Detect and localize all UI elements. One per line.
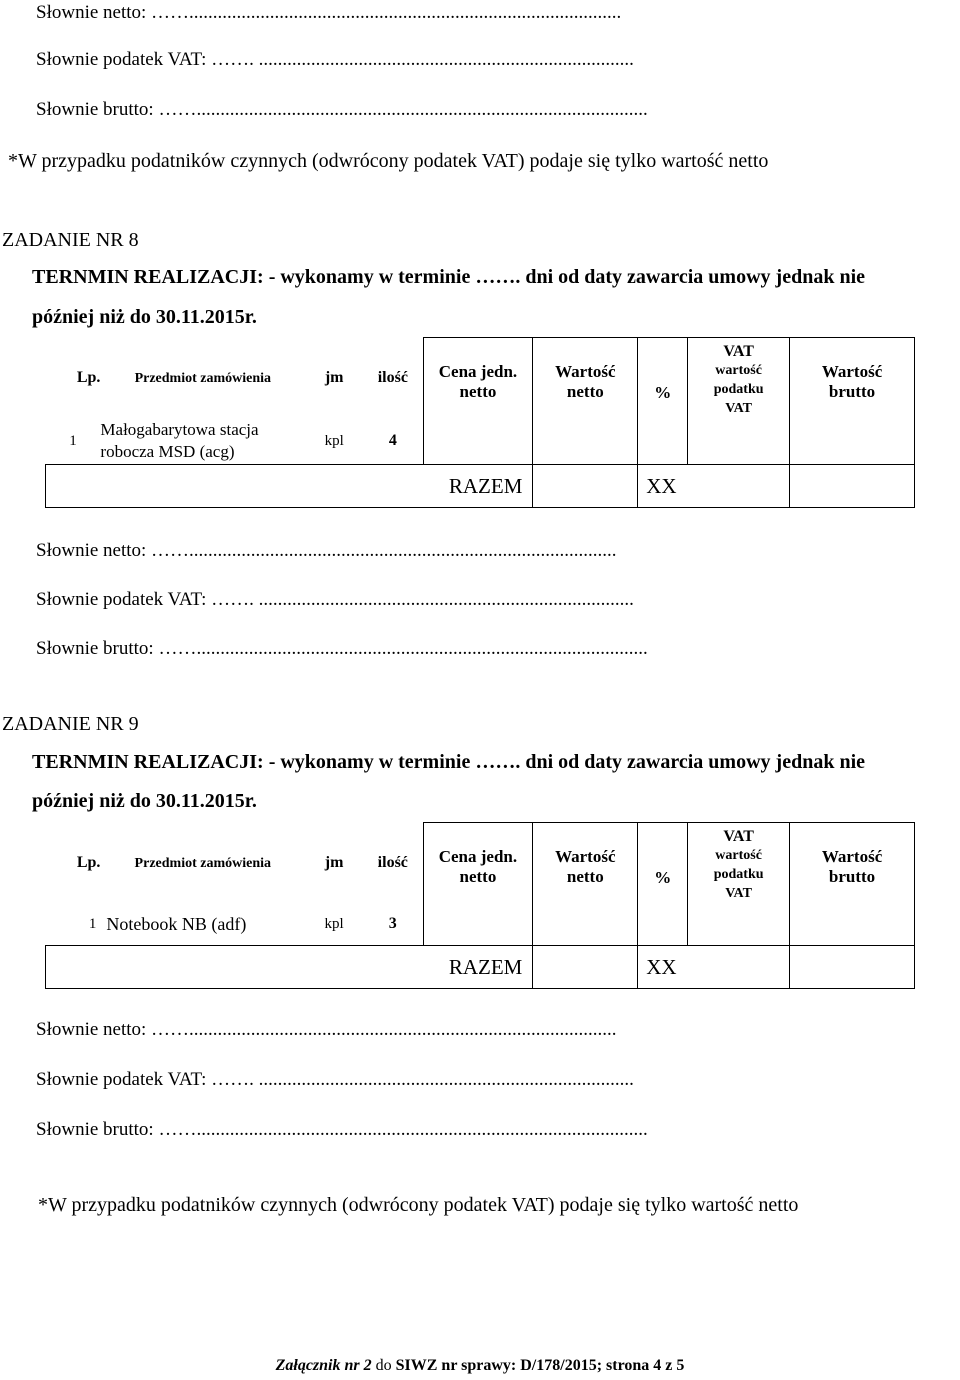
header-wartosc-netto: Wartość netto — [533, 338, 638, 465]
page-footer — [0, 1357, 960, 1375]
header-procent: % — [638, 823, 688, 946]
zadanie-9-slownie-brutto: Słownie brutto: ……............................................................................................... — [36, 1119, 648, 1140]
zadanie-9-slownie-vat: Słownie podatek VAT: ……. ............................................................................... — [36, 1069, 634, 1090]
footer-do: do — [375, 1357, 392, 1374]
zadanie-8-term-line1: TERNMIN REALIZACJI: - wykonamy w terminie ……. dni od daty zawarcia umowy jednak nie — [32, 266, 865, 288]
zadanie-8-slownie-vat: Słownie podatek VAT: ……. ............................................................................... — [36, 589, 634, 610]
zadanie-9-slownie-netto: Słownie netto: …….......................................................................................... — [36, 1019, 617, 1040]
header-lp: Lp. — [76, 854, 101, 871]
razem-netto-cell — [533, 465, 638, 508]
header-procent: % — [638, 338, 688, 465]
razem-brutto-cell — [790, 946, 915, 989]
row-lp: 1 — [69, 432, 77, 449]
zadanie-9-term-line2: później niż do 30.11.2015r. — [32, 790, 257, 812]
header-vat: VAT wartość podatku VAT — [688, 338, 790, 465]
xx-cell: XX — [638, 946, 790, 989]
zadanie-8-slownie-netto: Słownie netto: …….......................................................................................... — [36, 540, 617, 561]
header-ilosc: ilość — [377, 369, 408, 386]
header-przedmiot: Przedmiot zamówienia — [134, 855, 272, 871]
vat-note-bottom: *W przypadku podatników czynnych (odwrócony podatek VAT) podaje się tylko wartość netto — [38, 1194, 799, 1216]
header-vat: VAT wartość podatku VAT — [688, 823, 790, 946]
header-przedmiot: Przedmiot zamówienia — [134, 370, 272, 386]
zadanie-9-title: ZADANIE NR 9 — [2, 713, 139, 735]
zadanie-8-slownie-brutto: Słownie brutto: ……............................................................................................... — [36, 638, 648, 659]
razem-netto-cell — [533, 946, 638, 989]
footer-zalacznik: Załącznik nr 2 — [275, 1357, 372, 1374]
razem-brutto-cell — [790, 465, 915, 508]
header-ilosc: ilość — [377, 854, 408, 871]
row-qty: 4 — [388, 432, 397, 450]
row-item: Notebook NB (adf) — [106, 913, 247, 934]
row-lp: 1 — [88, 915, 97, 932]
header-cena: Cena jedn. netto — [423, 338, 533, 465]
zadanie-8-term-line2: później niż do 30.11.2015r. — [32, 306, 257, 328]
xx-cell: XX — [638, 465, 790, 508]
header-wartosc-netto: Wartość netto — [533, 823, 638, 946]
header-cena: Cena jedn. netto — [423, 823, 533, 946]
razem-cell: RAZEM — [46, 946, 533, 989]
razem-cell: RAZEM — [46, 465, 533, 508]
header-wartosc-brutto: Wartość brutto — [790, 338, 915, 465]
row-qty: 3 — [388, 915, 397, 933]
vat-note-top: *W przypadku podatników czynnych (odwrócony podatek VAT) podaje się tylko wartość netto — [8, 150, 769, 172]
zadanie-8-title: ZADANIE NR 8 — [2, 229, 139, 251]
row-jm: kpl — [324, 432, 344, 449]
zadanie-9-term-line1: TERNMIN REALIZACJI: - wykonamy w terminie ……. dni od daty zawarcia umowy jednak nie — [32, 751, 865, 773]
header-wartosc-brutto: Wartość brutto — [790, 823, 915, 946]
header-lp: Lp. — [76, 369, 101, 386]
zadanie-9-table — [45, 822, 915, 989]
slownie-brutto-top: Słownie brutto: ……............................................................................................... — [36, 99, 648, 120]
row-item: Małogabarytowa stacja robocza MSD (acg) — [100, 420, 259, 462]
header-jm: jm — [324, 854, 344, 871]
slownie-netto-top: Słownie netto: ……........................................................................................... — [36, 2, 622, 23]
header-jm: jm — [324, 369, 344, 386]
footer-rest: SIWZ nr sprawy: D/178/2015; strona 4 z 5 — [395, 1357, 685, 1374]
slownie-vat-top: Słownie podatek VAT: ……. ............................................................................... — [36, 49, 634, 70]
zadanie-8-table — [45, 337, 915, 508]
row-jm: kpl — [324, 915, 344, 932]
